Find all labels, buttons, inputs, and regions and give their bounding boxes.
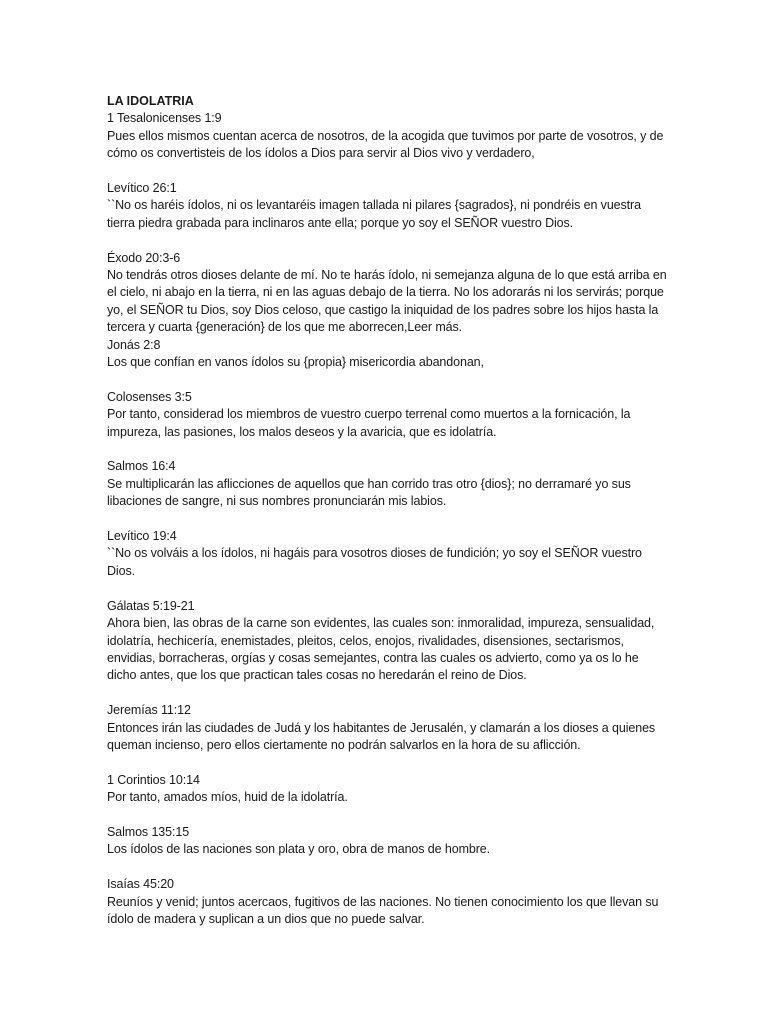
- passage-text: Se multiplicarán las aflicciones de aquellos que han corrido tras otro {dios}; no derramaré yo sus libaciones de sangre, ni sus nombres pronunciarán mis labios.: [107, 476, 631, 509]
- passage-reference: 1 Corintios 10:14: [107, 772, 200, 787]
- passage-reference: Gálatas 5:19-21: [107, 598, 195, 613]
- passage-text: Por tanto, amados míos, huid de la idolatría.: [107, 790, 348, 805]
- passage-text: Los ídolos de las naciones son plata y oro, obra de manos de hombre.: [107, 842, 491, 857]
- passage-text: ``No os haréis ídolos, ni os levantaréis imagen tallada ni pilares {sagrados}, ni pondréis en vuestra tierra piedra grabada para inclinaros ante ella; porque yo soy el SEÑOR vuestro Dios.: [107, 198, 641, 230]
- passage-text: Por tanto, considerad los miembros de vuestro cuerpo terrenal como muertos a la fornicación, la impureza, las pasiones, los malos deseos y la avaricia, que es idolatría.: [107, 407, 631, 439]
- passage: [107, 876, 667, 928]
- passage: [107, 824, 667, 859]
- passage-reference: Éxodo 20:3-6: [107, 250, 181, 265]
- passage-reference: Levítico 19:4: [107, 529, 177, 544]
- passage: [107, 598, 667, 685]
- document-title: LA IDOLATRIA: [107, 94, 194, 108]
- passage-text: Reuníos y venid; juntos acercaos, fugitivos de las naciones. No tienen conocimiento los que llevan su ídolo de madera y suplican a un dios que no puede salvar.: [107, 894, 659, 926]
- passage-text: No tendrás otros dioses delante de mí. No te harás ídolo, ni semejanza alguna de lo que está arriba en el cielo, ni abajo en la tierra, ni en las aguas debajo de la tierra. No los adorarás ni los servirás; porque yo, el SEÑOR tu Dios, soy Dios celoso, que castigo la iniquidad de los padres sobre los hijos hasta la tercera y cuarta {generación} de los que me aborrecen,Leer más.: [107, 268, 667, 335]
- passage: [107, 250, 667, 337]
- passage: [107, 458, 667, 510]
- passage-reference: Jeremías 11:12: [107, 703, 191, 718]
- passage-text: Los que confían en vanos ídolos su {propia} misericordia abandonan,: [107, 355, 484, 370]
- passage-reference: Levítico 26:1: [107, 181, 177, 196]
- passage: [107, 180, 667, 232]
- passage: [107, 528, 667, 580]
- passage-text: Ahora bien, las obras de la carne son evidentes, las cuales son: inmoralidad, impureza, sensualidad, idolatría, hechicería, enemistades, pleitos, celos, enojos, rivalidades, disensiones, sectarismos, envidias, borracheras, orgías y cosas semejantes, contra las cuales os advierto, como ya os lo he dicho antes, que los que practican tales cosas no heredarán el reino de Dios.: [107, 616, 655, 683]
- passage-reference: Jonás 2:8: [107, 337, 161, 352]
- passage-text: Pues ellos mismos cuentan acerca de nosotros, de la acogida que tuvimos por parte de vosotros, y de cómo os convertisteis de los ídolos a Dios para servir al Dios vivo y verdadero,: [107, 128, 664, 161]
- passage-reference: 1 Tesalonicenses 1:9: [107, 111, 222, 126]
- passage: [107, 389, 667, 441]
- passage: [107, 337, 667, 372]
- passage-reference: Salmos 135:15: [107, 824, 190, 839]
- passage-text: Entonces irán las ciudades de Judá y los habitantes de Jerusalén, y clamarán a los dioses a quienes queman incienso, pero ellos ciertamente no podrán salvarlos en la hora de su aflicción.: [107, 720, 656, 752]
- passage-reference: Colosenses 3:5: [107, 389, 192, 404]
- passage-text: ``No os volváis a los ídolos, ni hagáis para vosotros dioses de fundición; yo soy el SEÑOR vuestro Dios.: [107, 546, 642, 578]
- passage: [107, 772, 667, 807]
- passage: [107, 110, 667, 162]
- document-page: [107, 93, 667, 946]
- passage-reference: Isaías 45:20: [107, 877, 174, 892]
- passage-reference: Salmos 16:4: [107, 459, 176, 474]
- passage: [107, 702, 667, 754]
